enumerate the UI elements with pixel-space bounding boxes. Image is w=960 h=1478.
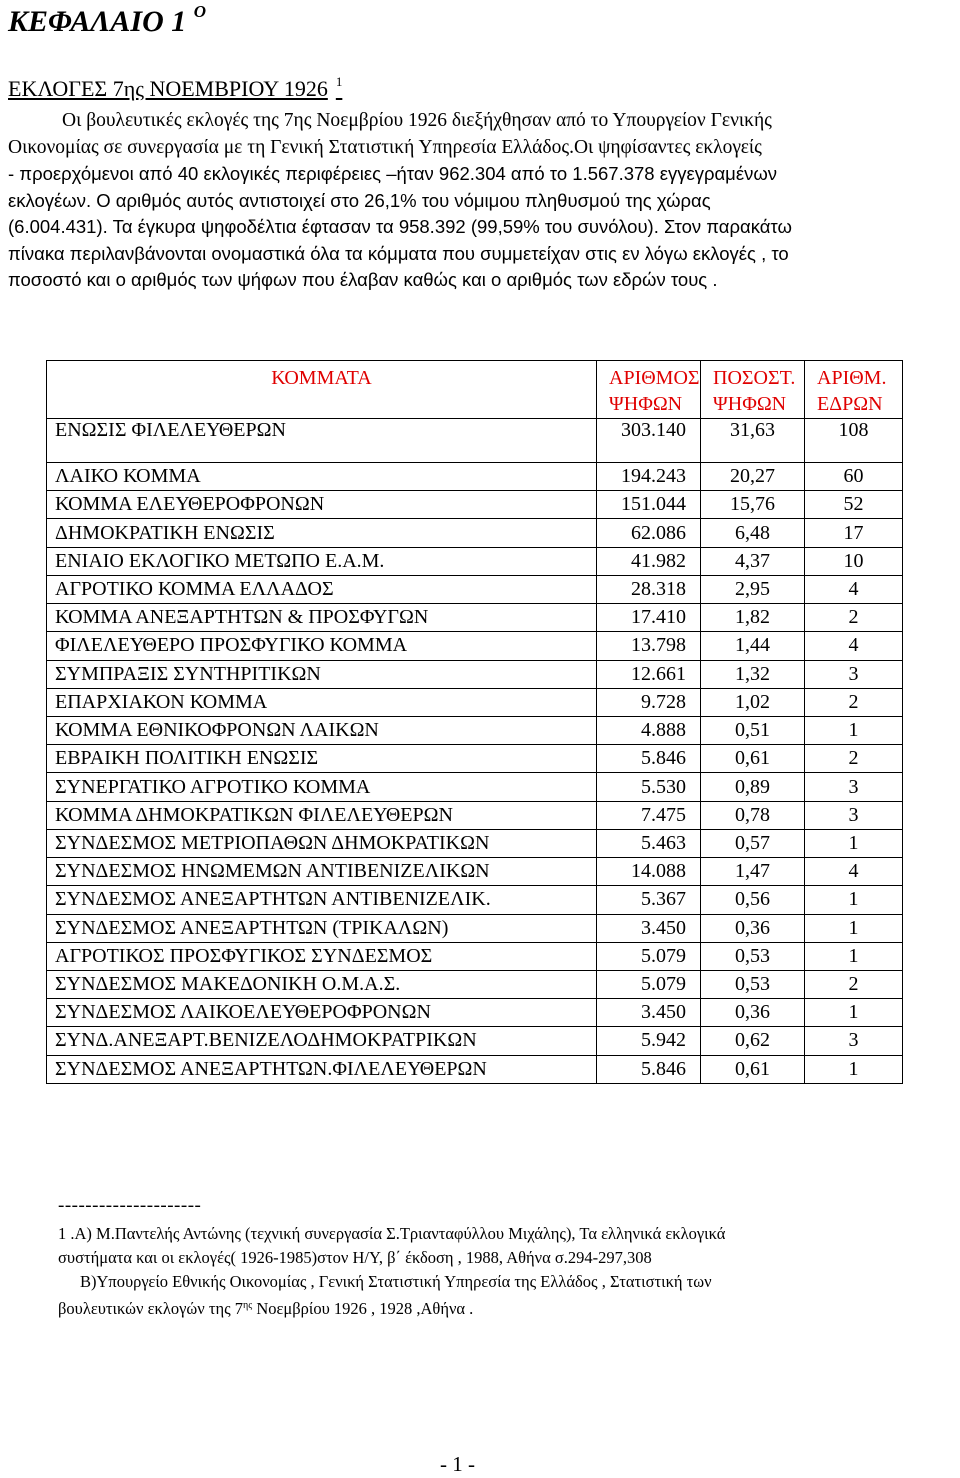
party-name-cell: ΣΥΝΔΕΣΜΟΣ ΗΝΩΜΕΜΩΝ ΑΝΤΙΒΕΝΙΖΕΛΙΚΩΝ — [47, 858, 597, 886]
party-name-cell: ΣΥΝΔΕΣΜΟΣ ΜΕΤΡΙΟΠΑΘΩΝ ΔΗΜΟΚΡΑΤΙΚΩΝ — [47, 829, 597, 857]
votes-cell: 62.086 — [597, 519, 701, 547]
footnote-line-1: 1 .Α) Μ.Παντελής Αντώνης (τεχνική συνεργασία Σ.Τριανταφύλλου Μιχάλης), Τα ελληνικά εκλογικά — [58, 1224, 726, 1243]
percentage-cell: 1,02 — [701, 688, 805, 716]
party-name-cell: ΣΥΝΔ.ΑΝΕΞΑΡΤ.ΒΕΝΙΖΕΛΟΔΗΜΟΚΡΑΤΡΙΚΩΝ — [47, 1027, 597, 1055]
votes-cell: 5.079 — [597, 942, 701, 970]
party-name-cell: ΣΥΜΠΡΑΞΙΣ ΣΥΝΤΗΡΙΤΙΚΩΝ — [47, 660, 597, 688]
table-row — [47, 801, 903, 829]
party-name-cell: ΔΗΜΟΚΡΑΤΙΚΗ ΕΝΩΣΙΣ — [47, 519, 597, 547]
seats-cell: 4 — [805, 575, 903, 603]
table-row — [47, 419, 903, 463]
seats-cell: 1 — [805, 886, 903, 914]
party-name-cell: ΣΥΝΕΡΓΑΤΙΚΟ ΑΓΡΟΤΙΚΟ ΚΟΜΜΑ — [47, 773, 597, 801]
table-header — [47, 361, 903, 419]
footnote-line-4-start: βουλευτικών εκλογών της 7 — [58, 1299, 243, 1318]
party-name-cell: ΣΥΝΔΕΣΜΟΣ ΑΝΕΞΑΡΤΗΤΩΝ ΑΝΤΙΒΕΝΙΖΕΛΙΚ. — [47, 886, 597, 914]
table-header-row — [47, 361, 903, 419]
percentage-cell: 0,36 — [701, 999, 805, 1027]
results-table — [46, 360, 903, 1084]
votes-cell: 9.728 — [597, 688, 701, 716]
votes-cell: 4.888 — [597, 716, 701, 744]
votes-cell: 17.410 — [597, 604, 701, 632]
party-name-cell: ΣΥΝΔΕΣΜΟΣ ΑΝΕΞΑΡΤΗΤΩΝ.ΦΙΛΕΛΕΥΘΕΡΩΝ — [47, 1055, 597, 1083]
footnote-line-4-end: Νοεμβρίου 1926 , 1928 ,Αθήνα . — [252, 1299, 474, 1318]
page-number: - 1 - — [440, 1452, 475, 1476]
votes-cell: 303.140 — [597, 419, 701, 463]
party-name-cell: ΚΟΜΜΑ ΕΛΕΥΘΕΡΟΦΡΟΝΩΝ — [47, 491, 597, 519]
seats-cell: 4 — [805, 858, 903, 886]
section-title — [8, 74, 342, 102]
party-name-cell: ΣΥΝΔΕΣΜΟΣ ΑΝΕΞΑΡΤΗΤΩΝ (ΤΡΙΚΑΛΩΝ) — [47, 914, 597, 942]
header-seats — [805, 361, 903, 419]
footnote-ref-link[interactable]: 1 — [335, 74, 343, 89]
header-percentage-line2: ΨΗΦΩΝ — [713, 393, 787, 415]
chapter-title-text: ΚΕΦΑΛΑΙΟ 1 — [8, 5, 187, 38]
intro-paragraph — [0, 108, 960, 294]
votes-cell: 5.463 — [597, 829, 701, 857]
party-name-cell: ΑΓΡΟΤΙΚΟ ΚΟΜΜΑ ΕΛΛΑΔΟΣ — [47, 575, 597, 603]
seats-cell: 60 — [805, 463, 903, 491]
seats-cell: 1 — [805, 914, 903, 942]
seats-cell: 2 — [805, 745, 903, 773]
intro-line-1: Οι βουλευτικές εκλογές της 7ης Νοεμβρίου 1926 διεξήχθησαν από το Υπουργείον Γενικής — [62, 110, 772, 131]
intro-line-7: ποσοστό και ο αριθμός των ψήφων που έλαβαν καθώς και ο αριθμός των εδρών τους . — [8, 269, 718, 290]
votes-cell: 13.798 — [597, 632, 701, 660]
table-row — [47, 660, 903, 688]
election-results-table — [46, 360, 902, 1084]
seats-cell: 2 — [805, 970, 903, 998]
footnote-line-4-superscript: ης — [243, 1300, 253, 1311]
table-row — [47, 688, 903, 716]
table-row — [47, 575, 903, 603]
table-row — [47, 547, 903, 575]
percentage-cell: 1,82 — [701, 604, 805, 632]
table-row — [47, 716, 903, 744]
votes-cell: 5.079 — [597, 970, 701, 998]
table-row — [47, 886, 903, 914]
percentage-cell: 0,36 — [701, 914, 805, 942]
seats-cell: 1 — [805, 942, 903, 970]
seats-cell: 52 — [805, 491, 903, 519]
party-name-cell: ΚΟΜΜΑ ΕΘΝΙΚΟΦΡΟΝΩΝ ΛΑΙΚΩΝ — [47, 716, 597, 744]
party-name-cell: ΛΑΙΚΟ ΚΟΜΜΑ — [47, 463, 597, 491]
footnote-line-3: Β)Υπουργείο Εθνικής Οικονομίας , Γενική Στατιστική Υπηρεσία της Ελλάδος , Στατιστική των — [80, 1272, 712, 1291]
percentage-cell: 0,57 — [701, 829, 805, 857]
percentage-cell: 1,32 — [701, 660, 805, 688]
header-seats-line2: ΕΔΡΩΝ — [817, 393, 883, 415]
votes-cell: 7.475 — [597, 801, 701, 829]
section-title-text: ΕΚΛΟΓΕΣ 7ης ΝΟΕΜΒΡΙΟΥ 1926 — [8, 76, 328, 101]
votes-cell: 5.846 — [597, 745, 701, 773]
header-votes — [597, 361, 701, 419]
percentage-cell: 6,48 — [701, 519, 805, 547]
party-name-cell: ΕΒΡΑΙΚΗ ΠΟΛΙΤΙΚΗ ΕΝΩΣΙΣ — [47, 745, 597, 773]
footnote-line-4 — [58, 1294, 938, 1318]
footnote-separator: --------------------- — [58, 1195, 202, 1216]
percentage-cell: 0,62 — [701, 1027, 805, 1055]
votes-cell: 41.982 — [597, 547, 701, 575]
votes-cell: 5.942 — [597, 1027, 701, 1055]
footnote-line-2: συστήματα και οι εκλογές( 1926-1985)στον Η/Υ, β΄ έκδοση , 1988, Αθήνα σ.294-297,308 — [58, 1248, 652, 1267]
seats-cell: 1 — [805, 829, 903, 857]
table-row — [47, 829, 903, 857]
seats-cell: 1 — [805, 716, 903, 744]
percentage-cell: 1,47 — [701, 858, 805, 886]
percentage-cell: 31,63 — [701, 419, 805, 463]
seats-cell: 1 — [805, 999, 903, 1027]
table-body — [47, 419, 903, 1084]
intro-line-6: πίνακα περιλανβάνονται ονομαστικά όλα τα κόμματα που συμμετείχαν στις εν λόγω εκλογές , το — [8, 242, 789, 264]
header-parties — [47, 361, 597, 419]
seats-cell: 3 — [805, 773, 903, 801]
percentage-cell: 0,53 — [701, 942, 805, 970]
votes-cell: 5.846 — [597, 1055, 701, 1083]
table-row — [47, 999, 903, 1027]
seats-cell: 1 — [805, 1055, 903, 1083]
seats-cell: 108 — [805, 419, 903, 463]
percentage-cell: 15,76 — [701, 491, 805, 519]
votes-cell: 3.450 — [597, 914, 701, 942]
party-name-cell: ΕΝΙΑΙΟ ΕΚΛΟΓΙΚΟ ΜΕΤΩΠΟ Ε.Α.Μ. — [47, 547, 597, 575]
votes-cell: 3.450 — [597, 999, 701, 1027]
table-row — [47, 491, 903, 519]
header-votes-line1: ΑΡΙΘΜΟΣ — [609, 367, 700, 389]
table-row — [47, 745, 903, 773]
table-row — [47, 604, 903, 632]
votes-cell: 194.243 — [597, 463, 701, 491]
seats-cell: 4 — [805, 632, 903, 660]
votes-cell: 14.088 — [597, 858, 701, 886]
footnotes — [58, 1222, 938, 1318]
header-votes-line2: ΨΗΦΩΝ — [609, 393, 683, 415]
table-row — [47, 463, 903, 491]
party-name-cell: ΣΥΝΔΕΣΜΟΣ ΜΑΚΕΔΟΝΙΚΗ Ο.Μ.Α.Σ. — [47, 970, 597, 998]
header-percentage — [701, 361, 805, 419]
table-row — [47, 519, 903, 547]
table-row — [47, 632, 903, 660]
chapter-title-superscript: Ο — [193, 2, 207, 21]
seats-cell: 2 — [805, 688, 903, 716]
seats-cell: 17 — [805, 519, 903, 547]
seats-cell: 3 — [805, 660, 903, 688]
percentage-cell: 0,56 — [701, 886, 805, 914]
party-name-cell: ΚΟΜΜΑ ΔΗΜΟΚΡΑΤΙΚΩΝ ΦΙΛΕΛΕΥΘΕΡΩΝ — [47, 801, 597, 829]
percentage-cell: 0,89 — [701, 773, 805, 801]
intro-line-3: - προερχόμενοι από 40 εκλογικές περιφέρειες –ήταν 962.304 από το 1.567.378 εγγεγραμένων — [8, 163, 778, 184]
votes-cell: 12.661 — [597, 660, 701, 688]
percentage-cell: 0,51 — [701, 716, 805, 744]
seats-cell: 10 — [805, 547, 903, 575]
table-row — [47, 914, 903, 942]
percentage-cell: 2,95 — [701, 575, 805, 603]
party-name-cell: ΣΥΝΔΕΣΜΟΣ ΛΑΙΚΟΕΛΕΥΘΕΡΟΦΡΟΝΩΝ — [47, 999, 597, 1027]
votes-cell: 151.044 — [597, 491, 701, 519]
party-name-cell: ΚΟΜΜΑ ΑΝΕΞΑΡΤΗΤΩΝ & ΠΡΟΣΦΥΓΩΝ — [47, 604, 597, 632]
table-row — [47, 773, 903, 801]
percentage-cell: 1,44 — [701, 632, 805, 660]
percentage-cell: 0,78 — [701, 801, 805, 829]
table-row — [47, 858, 903, 886]
votes-cell: 28.318 — [597, 575, 701, 603]
seats-cell: 3 — [805, 1027, 903, 1055]
percentage-cell: 4,37 — [701, 547, 805, 575]
party-name-cell: ΑΓΡΟΤΙΚΟΣ ΠΡΟΣΦΥΓΙΚΟΣ ΣΥΝΔΕΣΜΟΣ — [47, 942, 597, 970]
intro-line-5: (6.004.431). Τα έγκυρα ψηφοδέλτια έφτασαν τα 958.392 (99,59% του συνόλου). Στον παρακάτω — [8, 216, 792, 237]
table-row — [47, 970, 903, 998]
table-row — [47, 1055, 903, 1083]
percentage-cell: 0,61 — [701, 1055, 805, 1083]
percentage-cell: 20,27 — [701, 463, 805, 491]
intro-line-4: εκλογέων. Ο αριθμός αυτός αντιστοιχεί στο 26,1% του νόμιμου πληθυσμού της χώρας — [8, 189, 711, 211]
seats-cell: 2 — [805, 604, 903, 632]
chapter-title — [8, 2, 206, 39]
party-name-cell: ΦΙΛΕΛΕΥΘΕΡΟ ΠΡΟΣΦΥΓΙΚΟ ΚΟΜΜΑ — [47, 632, 597, 660]
table-row — [47, 942, 903, 970]
header-parties-label: ΚΟΜΜΑΤΑ — [271, 367, 372, 389]
table-row — [47, 1027, 903, 1055]
percentage-cell: 0,61 — [701, 745, 805, 773]
party-name-cell: ΕΝΩΣΙΣ ΦΙΛΕΛΕΥΘΕΡΩΝ — [47, 419, 597, 463]
party-name-cell: ΕΠΑΡΧΙΑΚΟΝ ΚΟΜΜΑ — [47, 688, 597, 716]
votes-cell: 5.530 — [597, 773, 701, 801]
seats-cell: 3 — [805, 801, 903, 829]
header-percentage-line1: ΠΟΣΟΣΤ. — [713, 367, 796, 389]
intro-line-2: Οικονομίας σε συνεργασία με τη Γενική Στατιστική Υπηρεσία Ελλάδος.Οι ψηφίσαντες εκλογείς — [8, 136, 762, 158]
percentage-cell: 0,53 — [701, 970, 805, 998]
header-seats-line1: ΑΡΙΘΜ. — [817, 367, 887, 389]
votes-cell: 5.367 — [597, 886, 701, 914]
